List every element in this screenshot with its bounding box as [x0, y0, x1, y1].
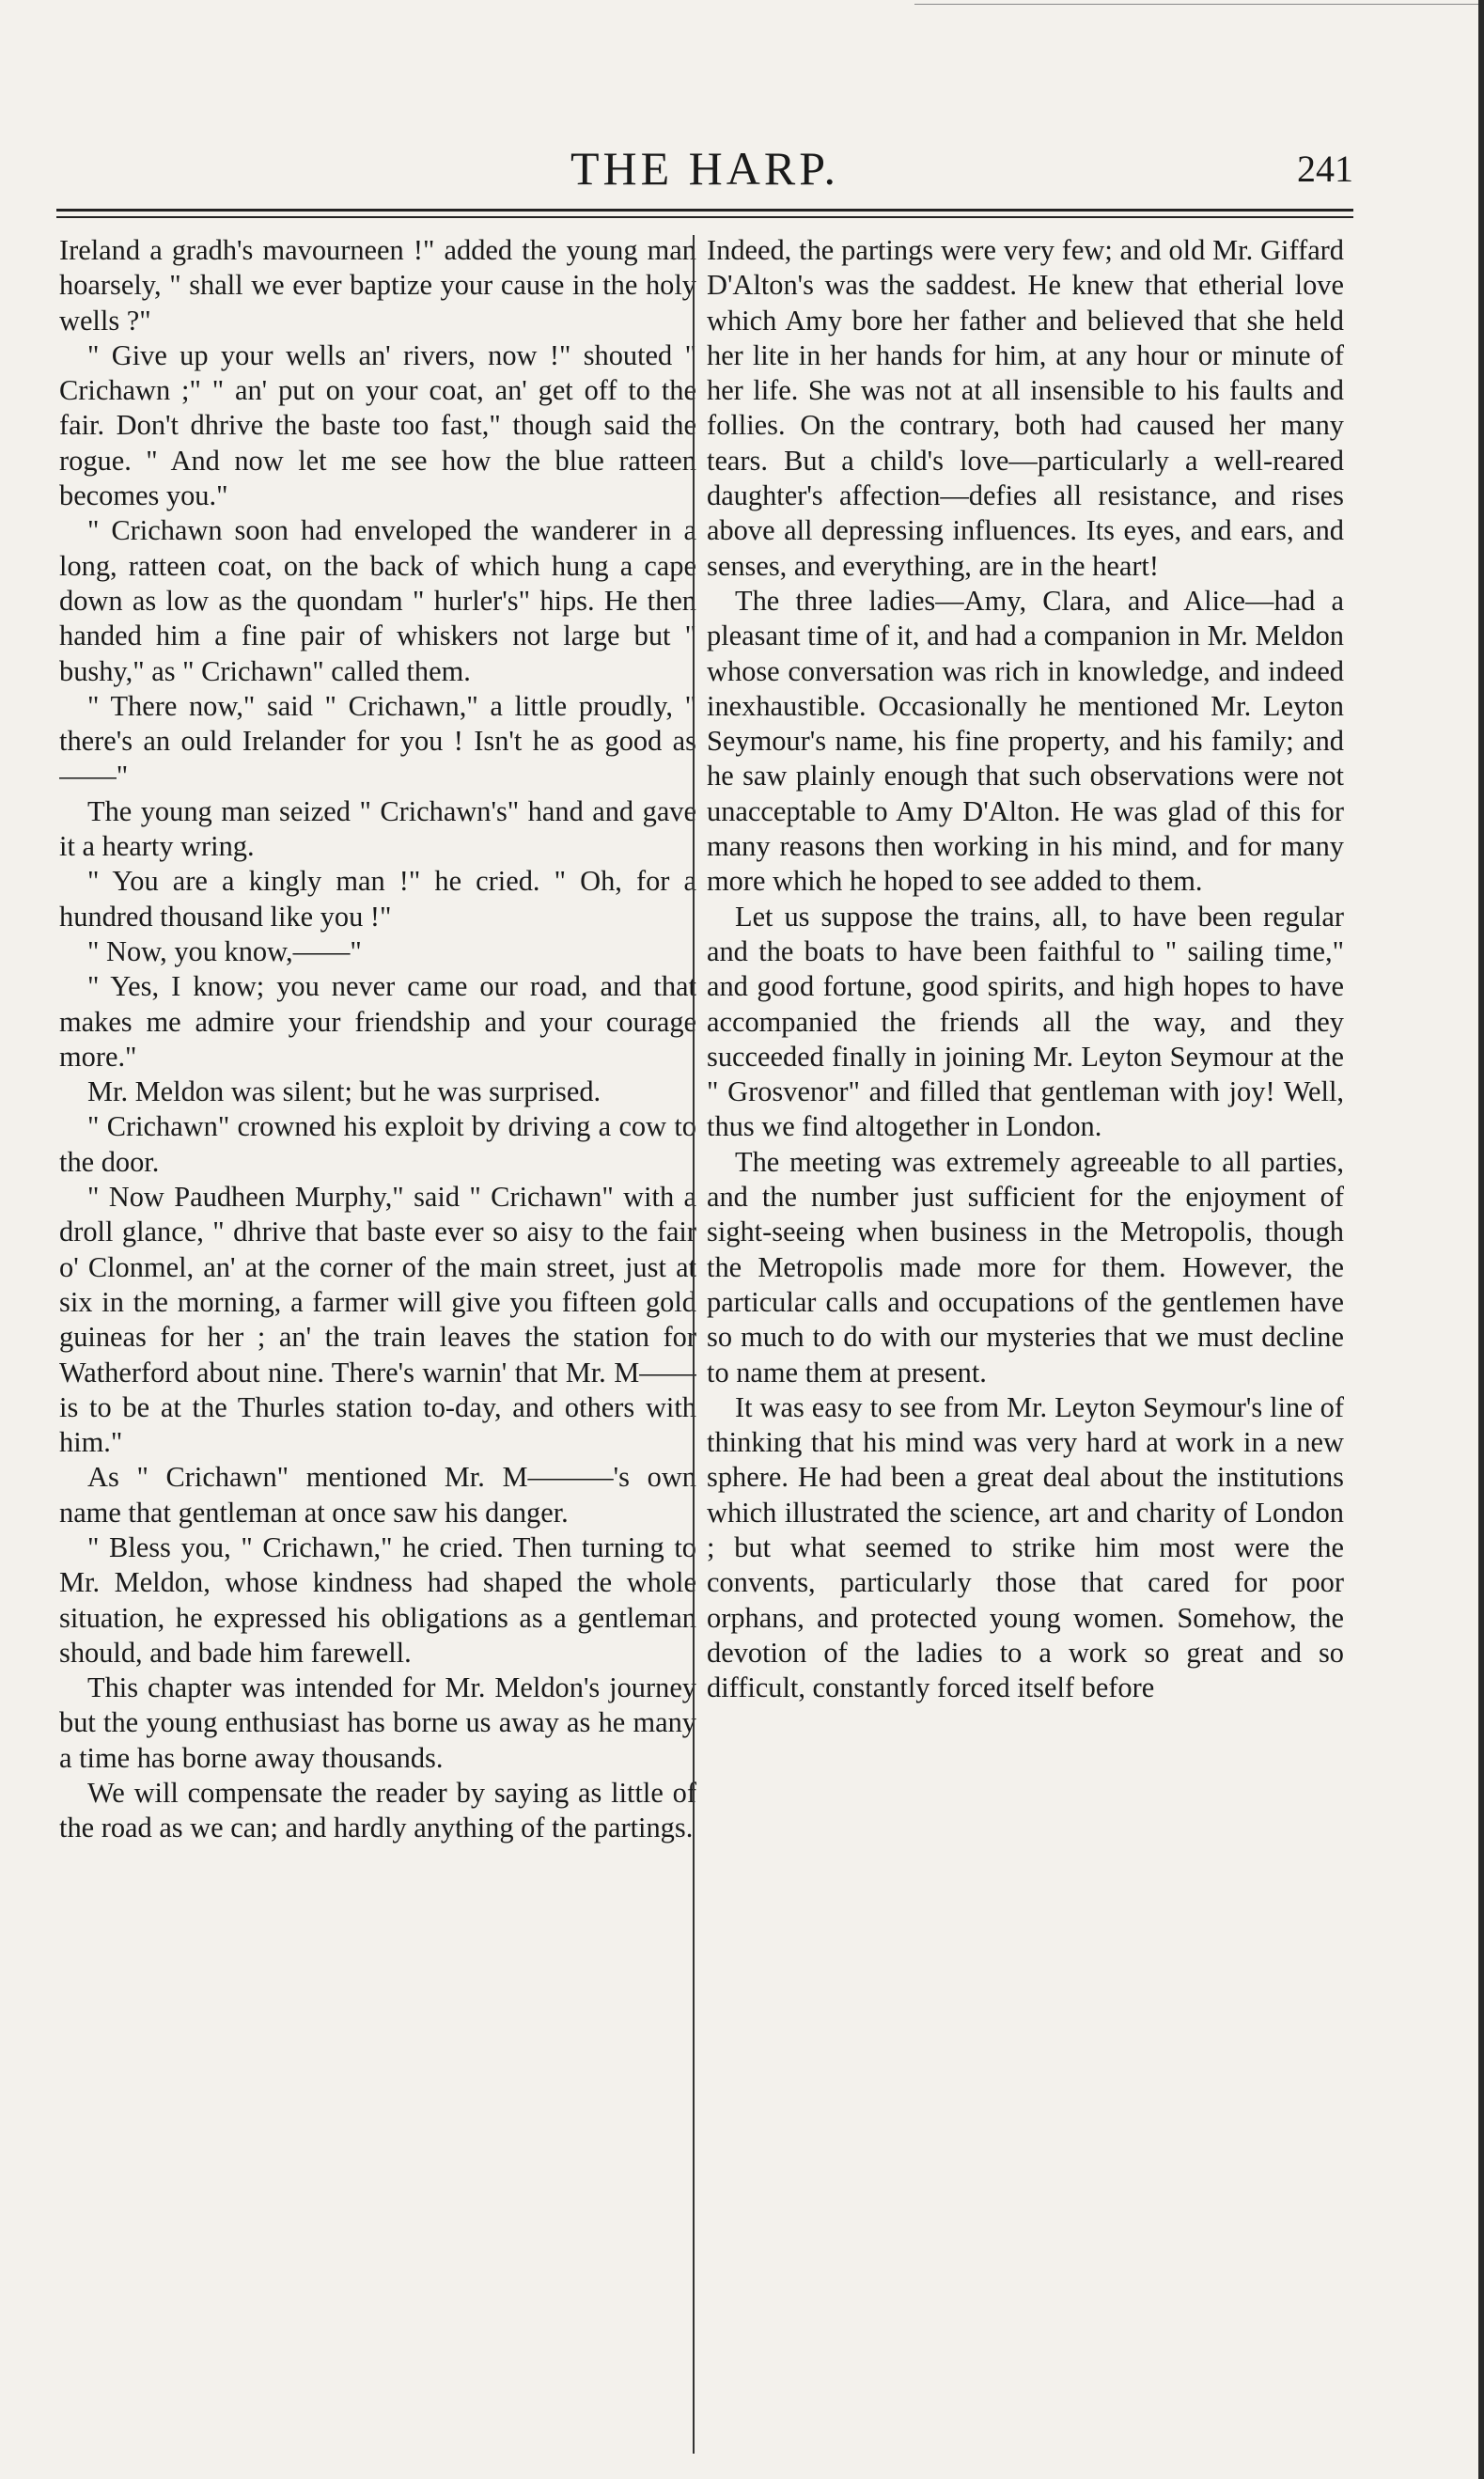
paragraph: " Crichawn soon had enveloped the wanderer in a long, ratteen coat, on the back of which hung a cape down as low as the quondam " hurler's" hips. He then handed him a fine pair of whiskers not large but " bushy," as " Crichawn" called them.	[59, 514, 696, 687]
paragraph: Indeed, the partings were very few; and old Mr. Giffard D'Alton's was the saddest. He knew that etherial love which Amy bore her father and believed that she held her lite in her hands for him, at any hour or minute of her life. She was not at all insensible to his faults and follies. On the contrary, both had caused her many tears. But a child's love—particularly a well-reared daughter's affection—defies all resistance, and rises above all depressing influences. Its eyes, and ears, and senses, and everything, are in the heart!	[707, 234, 1344, 582]
page-number: 241	[1297, 148, 1353, 190]
paragraph: It was easy to see from Mr. Leyton Seymour's line of thinking that his mind was very hard at work in a new sphere. He had been a great deal about the institutions which illustrated the science, art and charity of London ; but what seemed to strike him most were the convents, particularly those that cared for poor orphans, and protected young women. Somehow, the devotion of the ladies to a work so great and so difficult, constantly forced itself before	[707, 1390, 1344, 1704]
page-header	[56, 141, 1353, 207]
paragraph: " Crichawn" crowned his exploit by driving a cow to the door.	[59, 1110, 696, 1178]
paragraph: The young man seized " Crichawn's" hand and gave it a hearty wring.	[59, 794, 696, 863]
paragraph: " You are a kingly man !" he cried. " Oh, for a hundred thousand like you !"	[59, 865, 696, 933]
header-rule-thick	[56, 209, 1353, 212]
paragraph: As " Crichawn" mentioned Mr. M———'s own name that gentleman at once saw his danger.	[59, 1461, 696, 1529]
paragraph: The meeting was extremely agreeable to all parties, and the number just sufficient for the enjoyment of sight-seeing when business in the Metropolis, though the Metropolis made more for them. However, the particular calls and occupations of the gentlemen have so much to do with our mysteries that we must decline to name them at present.	[707, 1145, 1344, 1389]
right-column	[707, 233, 1344, 2471]
paragraph: " Bless you, " Crichawn," he cried. Then turning to Mr. Meldon, whose kindness had shaped the whole situation, he expressed his obligations as a gentleman should, and bade him farewell.	[59, 1530, 696, 1669]
paragraph: Let us suppose the trains, all, to have been regular and the boats to have been faithful to " sailing time," and good fortune, good spirits, and high hopes to have accompanied the friends all the way, and they succeeded finally in joining Mr. Leyton Seymour at the " Grosvenor" and filled that gentleman with joy! Well, thus we find altogether in London.	[707, 900, 1344, 1143]
left-column	[59, 233, 696, 2471]
paragraph: This chapter was intended for Mr. Meldon's journey but the young enthusiast has borne us away as he many a time has borne away thousands.	[59, 1671, 696, 1774]
header-rule-thin	[56, 216, 1353, 218]
page-edge-line	[914, 4, 1478, 5]
paragraph: " Yes, I know; you never came our road, and that makes me admire your friendship and your courage more."	[59, 970, 696, 1073]
paragraph: " Now, you know,——"	[87, 934, 362, 967]
paragraph: The three ladies—Amy, Clara, and Alice—had a pleasant time of it, and had a companion in Mr. Meldon whose conversation was rich in knowledge, and indeed inexhaustible. Occasionally he mentioned Mr. Leyton Seymour's name, his fine property, and his family; and he saw plainly enough that such observations were not unacceptable to Amy D'Alton. He was glad of this for many reasons then working in his mind, and for many more which he hoped to see added to them.	[707, 584, 1344, 898]
paragraph: " Now Paudheen Murphy," said " Crichawn" with a droll glance, " dhrive that baste ever so aisy to the fair o' Clonmel, an' at the corner of the main street, just at six in the morning, a farmer will give you fifteen gold guineas for her ; an' the train leaves the station for Watherford about nine. There's warnin' that Mr. M——is to be at the Thurles station to-day, and others with him."	[59, 1181, 696, 1459]
paragraph: " There now," said " Crichawn," a little proudly, " there's an ould Irelander for you ! Isn't he as good as——"	[59, 689, 696, 792]
paragraph: Mr. Meldon was silent; but he was surprised.	[87, 1075, 601, 1108]
running-title: THE HARP.	[570, 142, 840, 195]
page-edge-shadow	[1478, 0, 1484, 2479]
paragraph: Ireland a gradh's mavourneen !" added the young man hoarsely, " shall we ever baptize your cause in the holy wells ?"	[59, 234, 696, 337]
paragraph: We will compensate the reader by saying as little of the road as we can; and hardly anything of the partings.	[59, 1777, 696, 1844]
column-divider	[693, 235, 695, 2454]
paragraph: " Give up your wells an' rivers, now !" shouted " Crichawn ;" " an' put on your coat, an' get off to the fair. Don't dhrive the baste too fast," though said the rogue. " And now let me see how the blue ratteen becomes you."	[59, 338, 696, 512]
